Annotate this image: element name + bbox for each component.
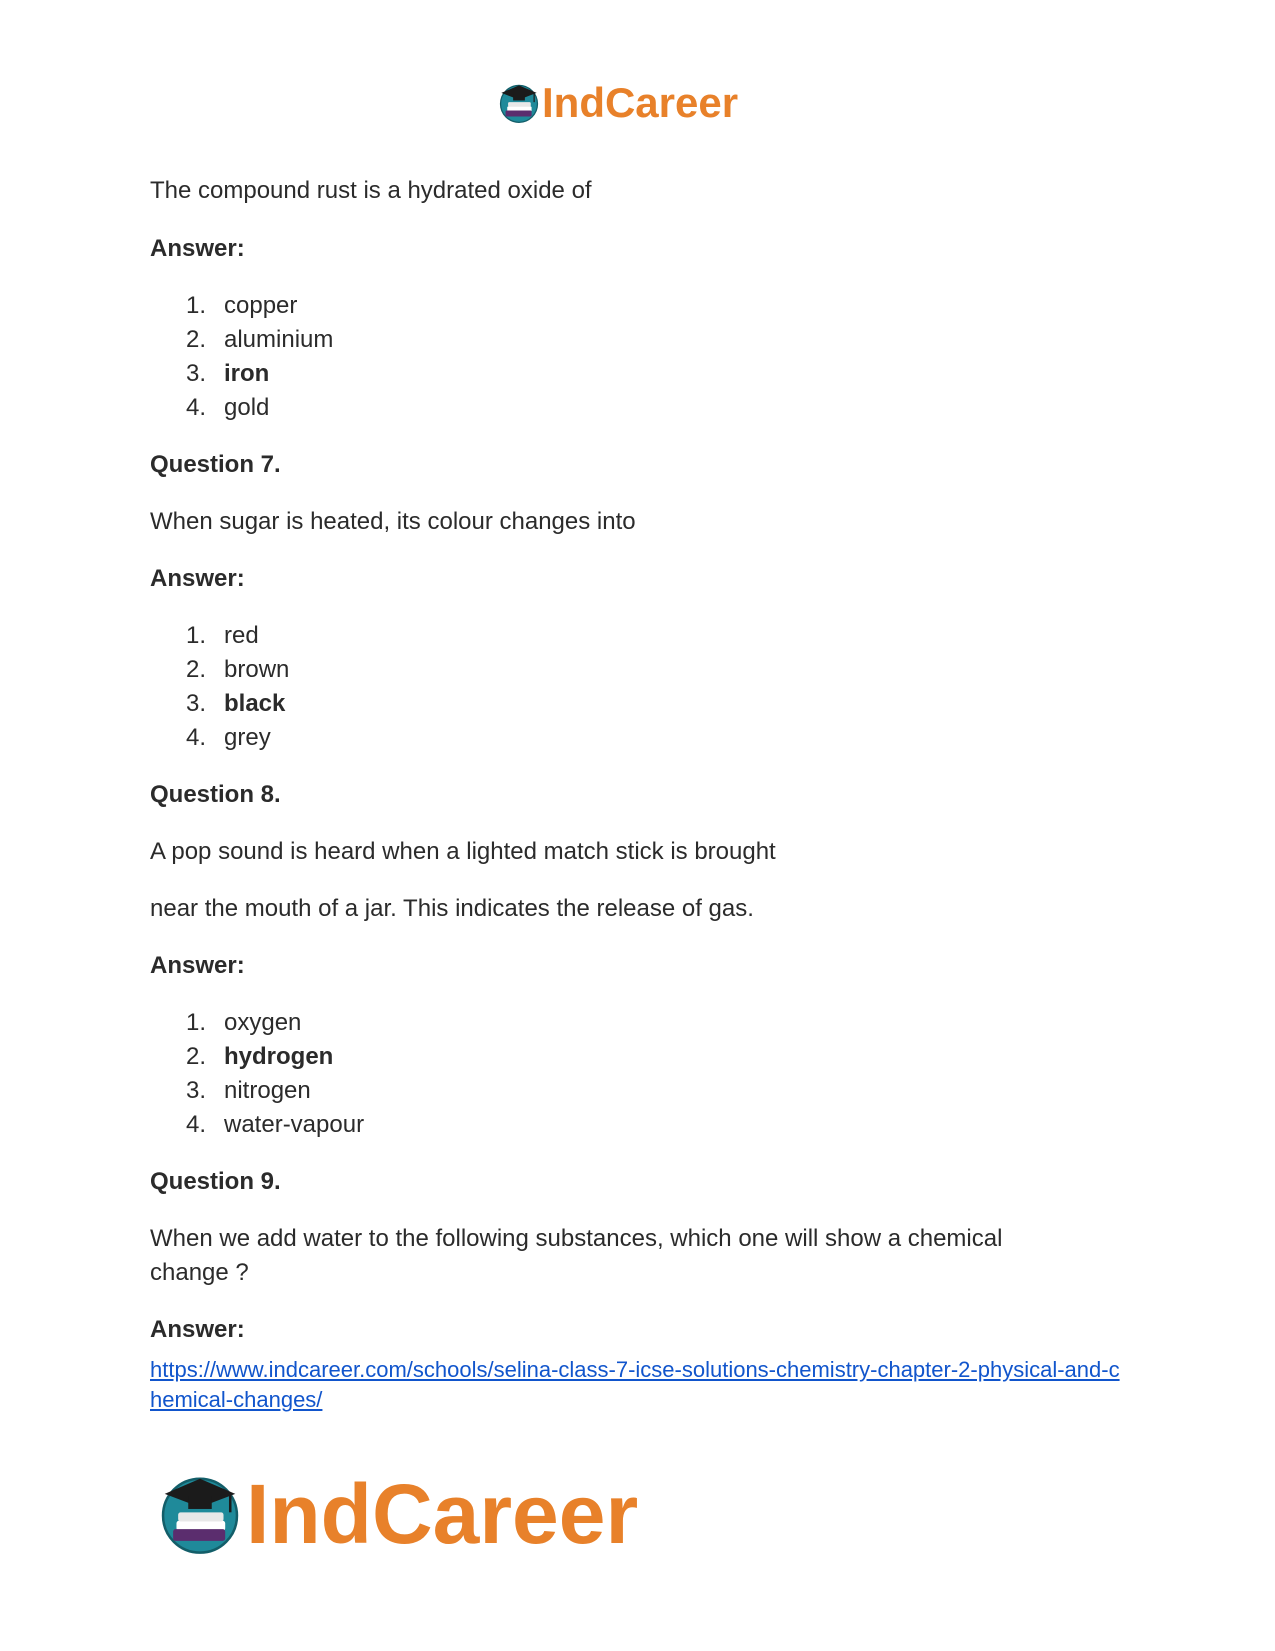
question-heading: Question 8. (150, 781, 281, 808)
question-heading: Question 9. (150, 1168, 281, 1195)
question-text: When sugar is heated, its colour changes into (150, 508, 636, 535)
answer-label: Answer: (150, 235, 245, 262)
indcareer-logo-header (498, 78, 738, 128)
indcareer-logo-footer (158, 1466, 638, 1562)
answer-label: Answer: (150, 565, 245, 592)
options-list (150, 289, 1130, 425)
list-item: 1. oxygen (186, 1009, 302, 1036)
logo-wordmark: IndCareer (542, 79, 739, 126)
list-item: 1. red (186, 622, 259, 649)
question-heading: Question 7. (150, 451, 281, 478)
main-content (150, 174, 1130, 1415)
answer-label: Answer: (150, 952, 245, 979)
list-item: 1. copper (186, 292, 298, 319)
question-text: The compound rust is a hydrated oxide of (150, 177, 592, 204)
question-text-line: A pop sound is heard when a lighted match stick is brought (150, 838, 776, 865)
list-item: 2. brown (186, 656, 290, 683)
options-list (150, 1006, 1130, 1142)
answer-label: Answer: (150, 1316, 245, 1343)
list-item: 4. water-vapour (186, 1111, 365, 1138)
question-text-line: near the mouth of a jar. This indicates the release of gas. (150, 895, 754, 922)
list-item: 3. nitrogen (186, 1077, 311, 1104)
solutions-link[interactable]: https://www.indcareer.com/schools/selina-class-7-icse-solutions-chemistry-chapter-2-physical-and-chemical-changes/ (150, 1357, 1120, 1412)
list-item-correct: 2. hydrogen (186, 1043, 334, 1070)
graduation-books-icon (158, 1472, 242, 1556)
list-item-correct: 3. iron (186, 360, 270, 387)
list-item: 4. grey (186, 724, 271, 751)
logo-wordmark: IndCareer (246, 1467, 639, 1561)
list-item: 4. gold (186, 394, 270, 421)
list-item-correct: 3. black (186, 690, 286, 717)
question-text: When we add water to the following substances, which one will show a chemical change ? (150, 1225, 1003, 1286)
options-list (150, 619, 1130, 755)
list-item: 2. aluminium (186, 326, 334, 353)
graduation-books-icon (498, 82, 540, 124)
